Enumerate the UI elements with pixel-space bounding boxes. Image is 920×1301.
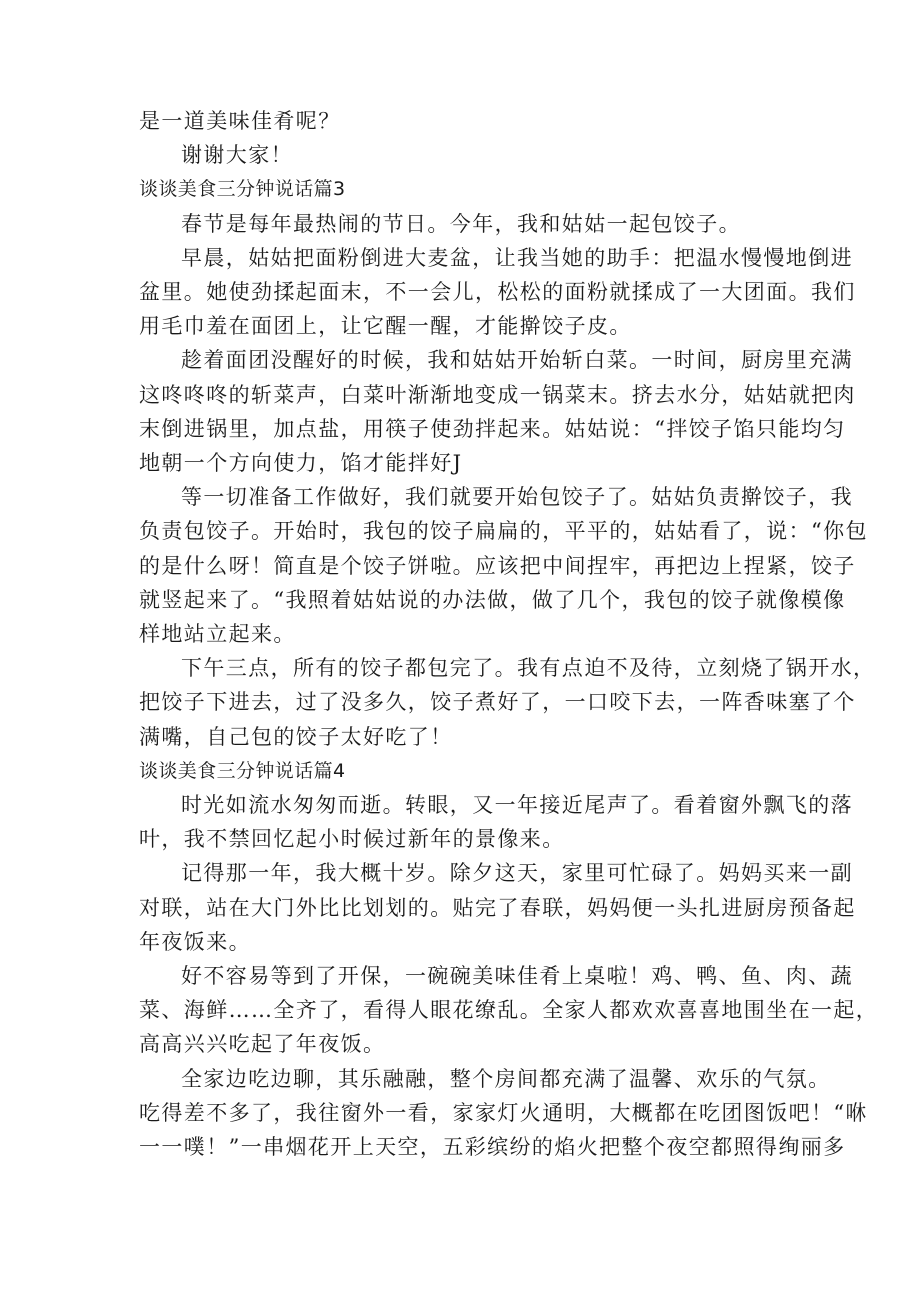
text-line: 满嘴，自己包的饺子太好吃了！ bbox=[139, 724, 453, 749]
text-line: 等一切准备工作做好，我们就要开始包饺子了。姑姑负责擀饺子，我 bbox=[181, 485, 853, 510]
text-line: 把饺子下进去，过了没多久，饺子煮好了，一口咬下去，一阵香味塞了个 bbox=[139, 690, 856, 715]
section-heading: 谈谈美食三分钟说话篇3 bbox=[139, 178, 346, 201]
text-line: 菜、海鲜……全齐了，看得人眼花缭乱。全家人都欢欢喜喜地围坐在一起， bbox=[139, 998, 879, 1023]
text-line: 负责包饺子。开始时，我包的饺子扁扁的，平平的，姑姑看了，说：“你包 bbox=[139, 519, 868, 544]
text-line: 记得那一年，我大概十岁。除夕这天，家里可忙碌了。妈妈买来一副 bbox=[181, 861, 853, 886]
text-line: 就竖起来了。“我照着姑姑说的办法做，做了几个，我包的饺子就像模像 bbox=[139, 587, 846, 612]
text-line: 是一道美味佳肴呢？ bbox=[139, 109, 341, 133]
text-line: 一一噗！”一串烟花开上天空，五彩缤纷的焰火把整个夜空都照得绚丽多 bbox=[139, 1135, 846, 1160]
text-line: 早晨，姑姑把面粉倒进大麦盆，让我当她的助手：把温水慢慢地倒进 bbox=[181, 245, 853, 270]
text-line: 趁着面团没醒好的时候，我和姑姑开始斩白菜。一时间，厨房里充满 bbox=[181, 348, 853, 373]
text-line: 年夜饭来。 bbox=[139, 929, 251, 954]
text-line: 好不容易等到了开保，一碗碗美味佳肴上桌啦！鸡、鸭、鱼、肉、蔬 bbox=[181, 964, 853, 989]
text-line: 叶，我不禁回忆起小时候过新年的景像来。 bbox=[139, 827, 565, 852]
text-line: 时光如流水匆匆而逝。转眼，又一年接近尾声了。看着窗外飘飞的落 bbox=[181, 793, 853, 818]
text-line: 谢谢大家！ bbox=[181, 143, 293, 168]
text-line: 对联，站在大门外比比划划的。贴完了春联，妈妈便一头扎进厨房预备起 bbox=[139, 895, 856, 920]
text-line: 这咚咚咚的斩菜声，白菜叶渐渐地变成一锅菜末。挤去水分，姑姑就把肉 bbox=[139, 382, 856, 407]
text-line: 高高兴兴吃起了年夜饭。 bbox=[139, 1032, 386, 1057]
text-line: 下午三点，所有的饺子都包完了。我有点迫不及待，立刻烧了锅开水， bbox=[181, 656, 876, 681]
text-line: 样地站立起来。 bbox=[139, 622, 296, 647]
text-line: 地朝一个方向使力，馅才能拌好J bbox=[139, 451, 463, 476]
text-line: 吃得差不多了，我往窗外一看，家家灯火通明，大概都在吃团图饭吧！“咻 bbox=[139, 1100, 868, 1125]
text-line: 末倒进锅里，加点盐，用筷子使劲拌起来。姑姑说：“拌饺子馅只能均匀 bbox=[139, 416, 846, 441]
document-body bbox=[139, 104, 879, 1164]
text-line: 用毛巾羞在面团上，让它醒一醒，才能擀饺子皮。 bbox=[139, 314, 632, 339]
text-line: 的是什么呀！简直是个饺子饼啦。应该把中间捏牢，再把边上捏紧，饺子 bbox=[139, 553, 856, 578]
text-line: 全家边吃边聊，其乐融融，整个房间都充满了温馨、欢乐的气氛。 bbox=[181, 1066, 831, 1091]
text-line: 盆里。她使劲揉起面末，不一会儿，松松的面粉就揉成了一大团面。我们 bbox=[139, 280, 856, 305]
text-line: 春节是每年最热闹的节日。今年，我和姑姑一起包饺子。 bbox=[181, 211, 741, 236]
section-heading: 谈谈美食三分钟说话篇4 bbox=[139, 759, 346, 782]
